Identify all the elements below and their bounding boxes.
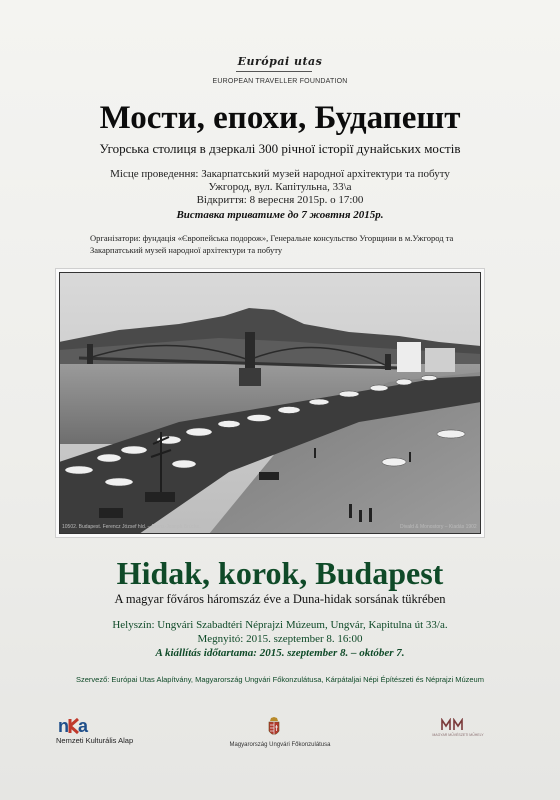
venue-ukrainian-line1: Місце проведення: Закарпатський музей народної архітектури та побуту xyxy=(110,168,450,180)
duration-ukrainian: Виставка триватиме до 7 жовтня 2015р. xyxy=(176,209,384,221)
bridge-photo-illustration xyxy=(59,272,481,534)
organizers-ukrainian-line1: Організатори: фундація «Європейська подорож», Генеральне консульство Угорщини в м.Ужгород та xyxy=(90,233,454,243)
organizers-hungarian: Szervező: Európai Utas Alapítvány, Magyarország Ungvári Főkonzulátusa, Kárpátaljai Népi Építészeti és Néprajzi Múzeum xyxy=(76,675,484,684)
nka-logo-mark xyxy=(58,716,92,736)
logo-underline xyxy=(236,71,312,72)
organizers-ukrainian xyxy=(90,232,500,256)
consulate-name: Magyarország Ungvári Főkonzulátusa xyxy=(229,742,331,748)
foundation-logo-subtitle: EUROPEAN TRAVELLER FOUNDATION xyxy=(212,78,348,85)
duration-hungarian: A kiállítás időtartama: 2015. szeptember 8. – október 7. xyxy=(155,647,405,659)
venue-hungarian xyxy=(0,618,560,646)
photo-caption-left: 10502. Budapest. Ferencz József híd. – Franz-Joseph Brücke. xyxy=(62,524,201,530)
hungarian-coat-of-arms-icon xyxy=(266,717,282,744)
subtitle-hungarian: A magyar főváros háromszáz éve a Duna-hidak sorsának tükrében xyxy=(114,592,446,606)
venue-ukrainian xyxy=(0,168,560,207)
venue-ukrainian-line2: Ужгород, вул. Капітульна, 33\а xyxy=(208,181,352,193)
title-hungarian: Hidak, korok, Budapest xyxy=(116,555,444,591)
venue-hungarian-line2: Megnyitó: 2015. szeptember 8. 16:00 xyxy=(197,633,363,645)
svg-text:n: n xyxy=(58,716,69,736)
organizers-ukrainian-line2: Закарпатський музей народної архітектури та побуту xyxy=(90,245,283,255)
photo-caption-right: Divald & Monostory – Kiadás 1902 xyxy=(400,524,477,530)
venue-ukrainian-line3: Відкриття: 8 вересня 2015р. о 17:00 xyxy=(196,194,364,206)
svg-text:a: a xyxy=(78,716,89,736)
mm-logo-name: MAGYAR MŰVÉSZETI MŰHELY xyxy=(432,733,484,737)
historic-bridge-photo xyxy=(55,268,485,538)
venue-hungarian-line1: Helyszín: Ungvári Szabadtéri Néprajzi Múzeum, Ungvár, Kapitulna út 33/a. xyxy=(112,619,448,631)
subtitle-ukrainian: Угорська столиця в дзеркалі 300 річної історії дунайських мостів xyxy=(99,141,461,156)
title-ukrainian: Мости, епохи, Будапешт xyxy=(99,100,461,136)
nka-name: Nemzeti Kulturális Alap xyxy=(56,736,134,745)
foundation-logo-script: Európai utas xyxy=(237,55,323,68)
